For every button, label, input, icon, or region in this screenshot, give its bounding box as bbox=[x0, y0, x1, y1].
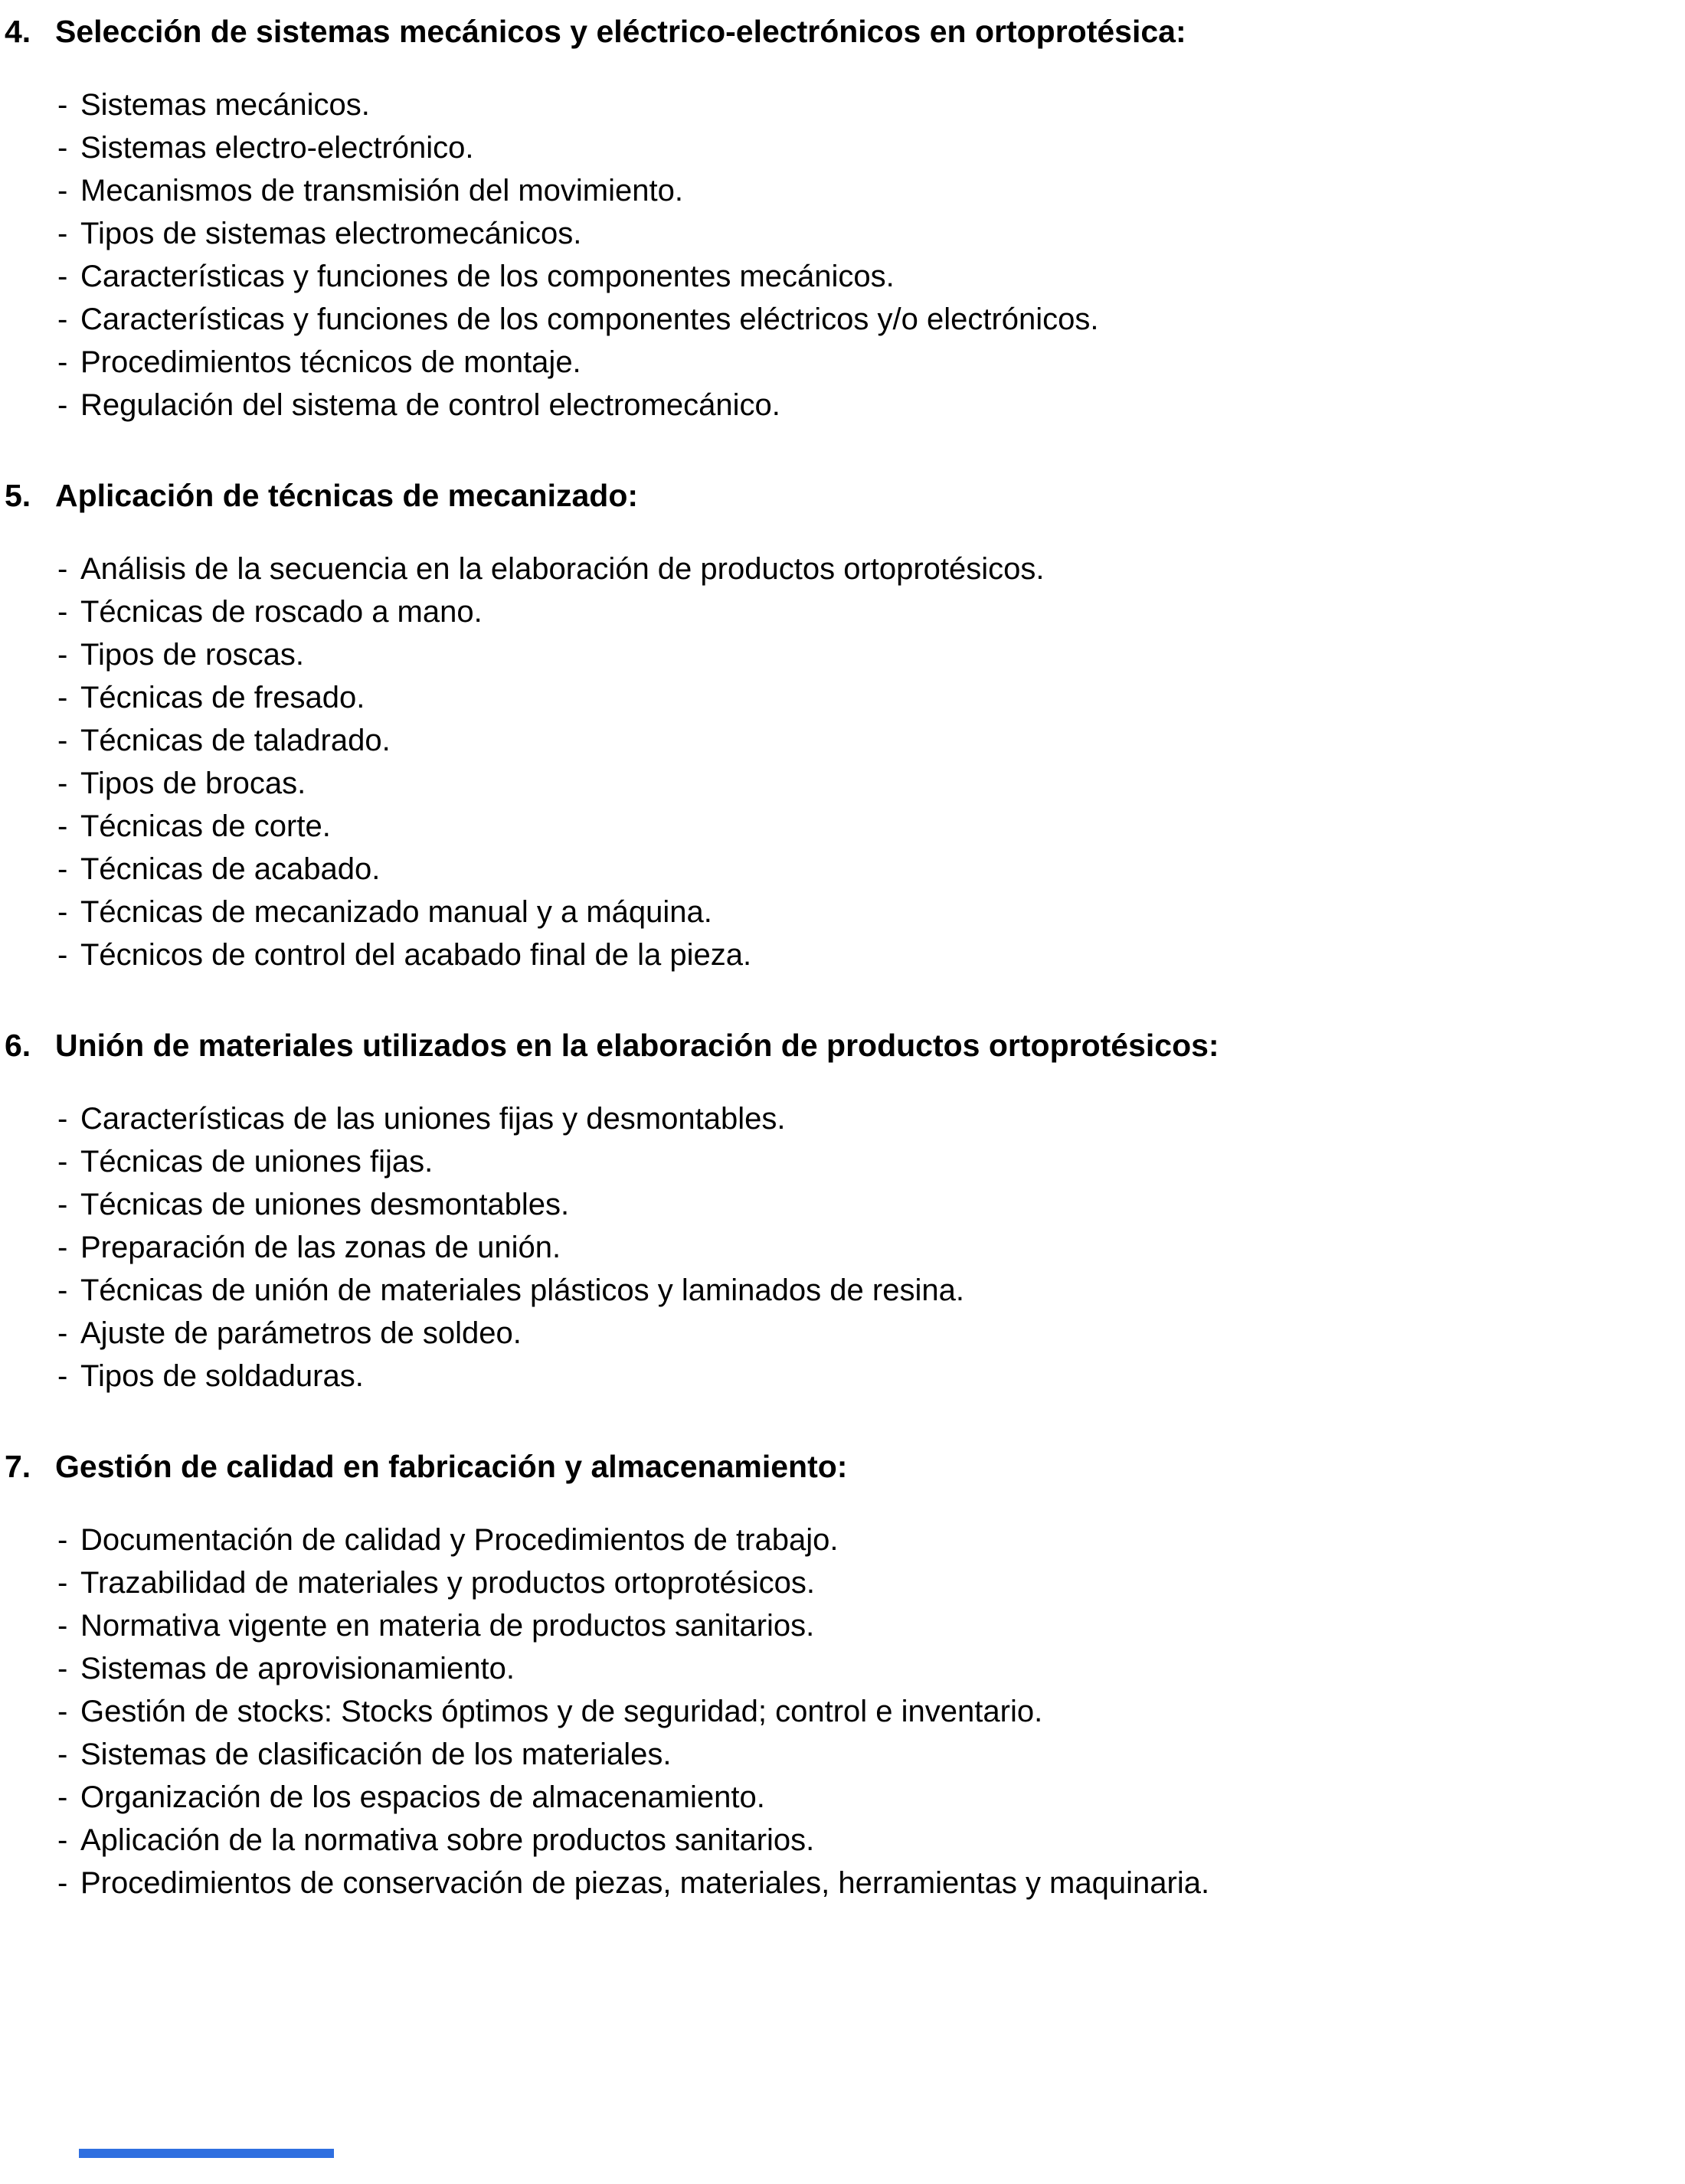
list-item-text: Análisis de la secuencia en la elaboración de productos ortoprotésicos. bbox=[80, 552, 1045, 586]
list-item-text: Tipos de roscas. bbox=[80, 638, 304, 672]
list-item bbox=[0, 1647, 1685, 1690]
section-heading bbox=[0, 1024, 1685, 1067]
section-heading bbox=[0, 1445, 1685, 1488]
list-item-text: Sistemas mecánicos. bbox=[80, 88, 370, 122]
dash-bullet: - bbox=[57, 1609, 68, 1643]
list-item-text: Documentación de calidad y Procedimientos de trabajo. bbox=[80, 1523, 839, 1557]
dash-bullet: - bbox=[57, 1738, 68, 1771]
list-item-text: Procedimientos de conservación de piezas, materiales, herramientas y maquinaria. bbox=[80, 1866, 1210, 1900]
list-item-text: Tipos de soldaduras. bbox=[80, 1359, 364, 1393]
list-item-text: Ajuste de parámetros de soldeo. bbox=[80, 1316, 522, 1350]
list-item bbox=[0, 762, 1685, 805]
list-item-text: Técnicas de taladrado. bbox=[80, 724, 391, 757]
dash-bullet: - bbox=[57, 1231, 68, 1264]
list-item-text: Técnicas de fresado. bbox=[80, 681, 365, 714]
outline-section bbox=[0, 1445, 1685, 1904]
list-item-text: Técnicas de uniones fijas. bbox=[80, 1145, 434, 1179]
dash-bullet: - bbox=[57, 938, 68, 972]
section-item-list bbox=[0, 1519, 1685, 1904]
dash-bullet: - bbox=[57, 1652, 68, 1685]
list-item-text: Tipos de sistemas electromecánicos. bbox=[80, 217, 582, 250]
dash-bullet: - bbox=[57, 552, 68, 586]
list-item bbox=[0, 1355, 1685, 1398]
list-item-text: Gestión de stocks: Stocks óptimos y de seguridad; control e inventario. bbox=[80, 1695, 1043, 1728]
list-item bbox=[0, 933, 1685, 976]
list-item-text: Sistemas de aprovisionamiento. bbox=[80, 1652, 515, 1685]
outline-section bbox=[0, 474, 1685, 976]
list-item-text: Técnicas de corte. bbox=[80, 809, 331, 843]
dash-bullet: - bbox=[57, 852, 68, 886]
dash-bullet: - bbox=[57, 88, 68, 122]
list-item bbox=[0, 384, 1685, 427]
list-item bbox=[0, 83, 1685, 126]
list-item-text: Trazabilidad de materiales y productos ortoprotésicos. bbox=[80, 1566, 815, 1600]
dash-bullet: - bbox=[57, 895, 68, 929]
list-item-text: Regulación del sistema de control electromecánico. bbox=[80, 388, 780, 422]
section-item-list bbox=[0, 83, 1685, 427]
dash-bullet: - bbox=[57, 1780, 68, 1814]
outline-section bbox=[0, 1024, 1685, 1398]
dash-bullet: - bbox=[57, 638, 68, 672]
list-item-text: Sistemas electro-electrónico. bbox=[80, 131, 474, 165]
list-item-text: Características y funciones de los componentes mecánicos. bbox=[80, 260, 895, 293]
list-item bbox=[0, 590, 1685, 633]
section-item-list bbox=[0, 548, 1685, 976]
list-item bbox=[0, 1690, 1685, 1733]
list-item-text: Normativa vigente en materia de productos sanitarios. bbox=[80, 1609, 815, 1643]
list-item bbox=[0, 1269, 1685, 1312]
dash-bullet: - bbox=[57, 1316, 68, 1350]
dash-bullet: - bbox=[57, 595, 68, 629]
section-number: 4. bbox=[5, 14, 31, 49]
list-item bbox=[0, 255, 1685, 298]
list-item-text: Preparación de las zonas de unión. bbox=[80, 1231, 561, 1264]
dash-bullet: - bbox=[57, 1359, 68, 1393]
list-item bbox=[0, 1862, 1685, 1904]
list-item bbox=[0, 676, 1685, 719]
list-item bbox=[0, 1733, 1685, 1776]
dash-bullet: - bbox=[57, 345, 68, 379]
list-item bbox=[0, 848, 1685, 891]
list-item bbox=[0, 1097, 1685, 1140]
section-number: 5. bbox=[5, 478, 31, 513]
section-title: Selección de sistemas mecánicos y eléctrico-electrónicos en ortoprotésica: bbox=[55, 14, 1186, 49]
dash-bullet: - bbox=[57, 809, 68, 843]
dash-bullet: - bbox=[57, 174, 68, 208]
section-heading bbox=[0, 10, 1685, 53]
list-item-text: Técnicos de control del acabado final de la pieza. bbox=[80, 938, 752, 972]
dash-bullet: - bbox=[57, 1188, 68, 1221]
dash-bullet: - bbox=[57, 724, 68, 757]
list-item-text: Sistemas de clasificación de los materiales. bbox=[80, 1738, 672, 1771]
list-item-text: Mecanismos de transmisión del movimiento. bbox=[80, 174, 683, 208]
section-heading bbox=[0, 474, 1685, 517]
list-item bbox=[0, 1819, 1685, 1862]
list-item bbox=[0, 633, 1685, 676]
list-item bbox=[0, 126, 1685, 169]
list-item-text: Técnicas de mecanizado manual y a máquina. bbox=[80, 895, 712, 929]
list-item bbox=[0, 1226, 1685, 1269]
dash-bullet: - bbox=[57, 1145, 68, 1179]
dash-bullet: - bbox=[57, 1566, 68, 1600]
list-item bbox=[0, 1561, 1685, 1604]
list-item bbox=[0, 1140, 1685, 1183]
list-item-text: Técnicas de uniones desmontables. bbox=[80, 1188, 570, 1221]
section-title: Gestión de calidad en fabricación y almacenamiento: bbox=[55, 1449, 848, 1484]
section-number: 7. bbox=[5, 1449, 31, 1484]
list-item-text: Características de las uniones fijas y desmontables. bbox=[80, 1102, 786, 1136]
list-item-text: Tipos de brocas. bbox=[80, 767, 306, 800]
list-item bbox=[0, 548, 1685, 590]
footer-accent-bar bbox=[79, 2149, 334, 2158]
list-item-text: Técnicas de roscado a mano. bbox=[80, 595, 483, 629]
list-item bbox=[0, 891, 1685, 933]
dash-bullet: - bbox=[57, 302, 68, 336]
dash-bullet: - bbox=[57, 1523, 68, 1557]
dash-bullet: - bbox=[57, 388, 68, 422]
list-item bbox=[0, 1183, 1685, 1226]
list-item bbox=[0, 212, 1685, 255]
dash-bullet: - bbox=[57, 767, 68, 800]
dash-bullet: - bbox=[57, 1823, 68, 1857]
list-item-text: Aplicación de la normativa sobre productos sanitarios. bbox=[80, 1823, 815, 1857]
list-item bbox=[0, 1604, 1685, 1647]
dash-bullet: - bbox=[57, 1102, 68, 1136]
list-item-text: Técnicas de unión de materiales plásticos y laminados de resina. bbox=[80, 1273, 964, 1307]
list-item bbox=[0, 1519, 1685, 1561]
dash-bullet: - bbox=[57, 217, 68, 250]
list-item-text: Características y funciones de los componentes eléctricos y/o electrónicos. bbox=[80, 302, 1099, 336]
list-item bbox=[0, 1312, 1685, 1355]
section-item-list bbox=[0, 1097, 1685, 1398]
dash-bullet: - bbox=[57, 1695, 68, 1728]
list-item-text: Técnicas de acabado. bbox=[80, 852, 381, 886]
dash-bullet: - bbox=[57, 131, 68, 165]
list-item bbox=[0, 298, 1685, 341]
list-item bbox=[0, 1776, 1685, 1819]
list-item bbox=[0, 169, 1685, 212]
section-number: 6. bbox=[5, 1028, 31, 1063]
list-item-text: Organización de los espacios de almacenamiento. bbox=[80, 1780, 765, 1814]
list-item-text: Procedimientos técnicos de montaje. bbox=[80, 345, 581, 379]
dash-bullet: - bbox=[57, 681, 68, 714]
dash-bullet: - bbox=[57, 260, 68, 293]
section-title: Aplicación de técnicas de mecanizado: bbox=[55, 478, 639, 513]
dash-bullet: - bbox=[57, 1866, 68, 1900]
list-item bbox=[0, 805, 1685, 848]
dash-bullet: - bbox=[57, 1273, 68, 1307]
list-item bbox=[0, 719, 1685, 762]
outline-section bbox=[0, 10, 1685, 427]
section-title: Unión de materiales utilizados en la elaboración de productos ortoprotésicos: bbox=[55, 1028, 1219, 1063]
list-item bbox=[0, 341, 1685, 384]
